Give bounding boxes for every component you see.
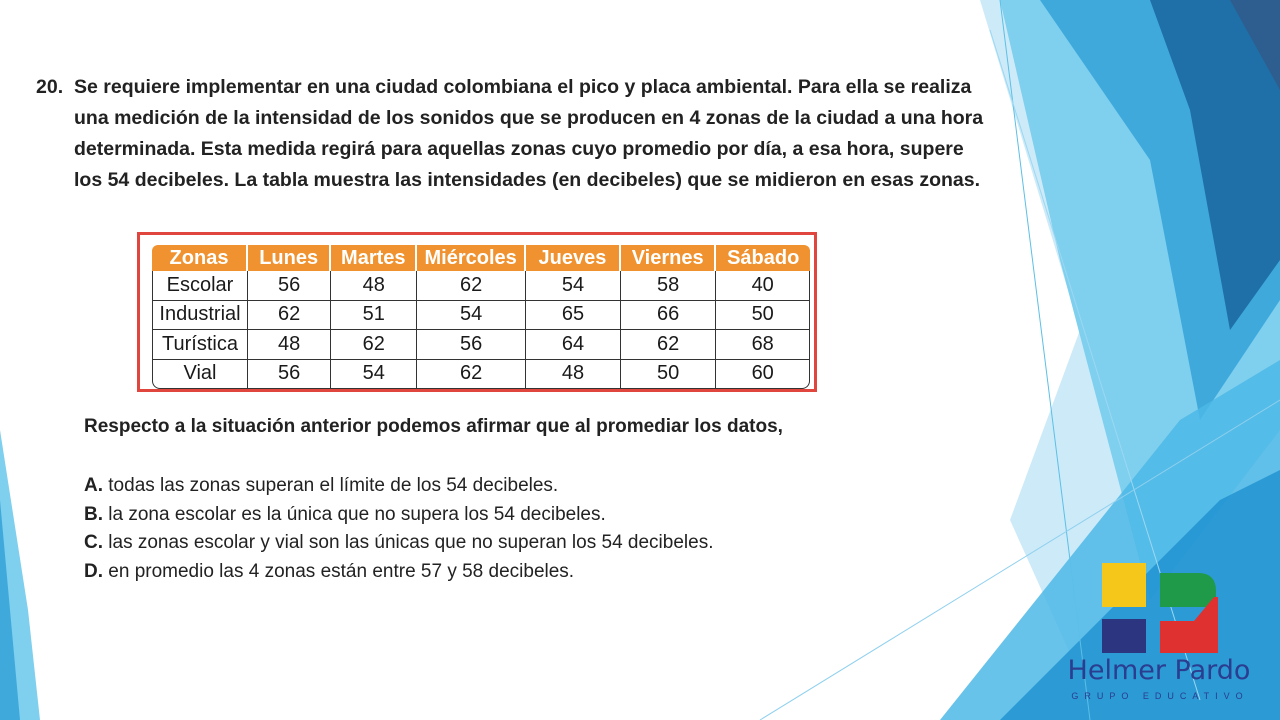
option-letter: D. [84, 560, 103, 582]
table-header-row [152, 245, 810, 271]
decibel-table [152, 245, 810, 389]
option-text: todas las zonas superan el límite de los 54 decibeles. [103, 475, 559, 496]
option-a[interactable] [84, 472, 713, 501]
header-sabado: Sábado [716, 245, 810, 271]
value-cell: 40 [716, 271, 810, 301]
option-b[interactable] [84, 501, 713, 530]
option-text: la zona escolar es la única que no supera los 54 decibeles. [103, 503, 606, 525]
option-d[interactable] [84, 558, 713, 587]
value-cell: 50 [621, 360, 717, 390]
header-zonas: Zonas [152, 245, 248, 271]
value-cell: 64 [526, 330, 621, 360]
logo-name: Helmer Pardo [1067, 655, 1251, 686]
zone-cell: Turística [152, 330, 248, 360]
option-letter: A. [84, 475, 103, 496]
answer-options [84, 472, 713, 586]
table-row [152, 271, 810, 301]
value-cell: 62 [621, 330, 717, 360]
header-martes: Martes [331, 245, 417, 271]
value-cell: 60 [716, 360, 810, 390]
data-table-frame [137, 232, 817, 392]
value-cell: 51 [331, 301, 417, 331]
value-cell: 56 [417, 330, 526, 360]
logo-mark-icon [1058, 563, 1258, 655]
option-c[interactable] [84, 529, 713, 558]
value-cell: 62 [248, 301, 331, 331]
question-block [36, 72, 996, 196]
option-letter: B. [84, 503, 103, 525]
value-cell: 48 [248, 330, 331, 360]
header-viernes: Viernes [621, 245, 717, 271]
question-text: Se requiere implementar en una ciudad colombiana el pico y placa ambiental. Para ella se realiza una medición de la intensidad de los sonidos que se producen en 4 zonas de la ciudad a una hora determinada. Esta medida regirá para aquellas zonas cuyo promedio por día, a esa hora, supere los 54 decibeles. La tabla muestra las intensidades (en decibeles) que se midieron en esas zonas. [74, 76, 984, 191]
helmer-pardo-logo [1058, 563, 1258, 708]
question-number: 20. [36, 76, 64, 98]
value-cell: 68 [716, 330, 810, 360]
value-cell: 56 [248, 360, 331, 390]
header-lunes: Lunes [248, 245, 331, 271]
value-cell: 54 [331, 360, 417, 390]
value-cell: 58 [621, 271, 717, 301]
value-cell: 50 [716, 301, 810, 331]
value-cell: 66 [621, 301, 717, 331]
option-text: las zonas escolar y vial son las únicas que no superan los 54 decibeles. [103, 532, 714, 553]
zone-cell: Industrial [152, 301, 248, 331]
zone-cell: Escolar [152, 271, 248, 301]
value-cell: 62 [331, 330, 417, 360]
value-cell: 54 [417, 301, 526, 331]
value-cell: 48 [331, 271, 417, 301]
header-miercoles: Miércoles [417, 245, 526, 271]
option-letter: C. [84, 532, 103, 553]
value-cell: 62 [417, 271, 526, 301]
table-row [152, 360, 810, 390]
header-jueves: Jueves [526, 245, 621, 271]
value-cell: 48 [526, 360, 621, 390]
value-cell: 56 [248, 271, 331, 301]
zone-cell: Vial [152, 360, 248, 390]
table-row [152, 301, 810, 331]
question-prompt: Respecto a la situación anterior podemos afirmar que al promediar los datos, [84, 416, 783, 437]
option-text: en promedio las 4 zonas están entre 57 y 58 decibeles. [103, 560, 575, 582]
table-row [152, 330, 810, 360]
logo-subtitle: GRUPO EDUCATIVO [1071, 691, 1249, 701]
value-cell: 54 [526, 271, 621, 301]
value-cell: 65 [526, 301, 621, 331]
value-cell: 62 [417, 360, 526, 390]
